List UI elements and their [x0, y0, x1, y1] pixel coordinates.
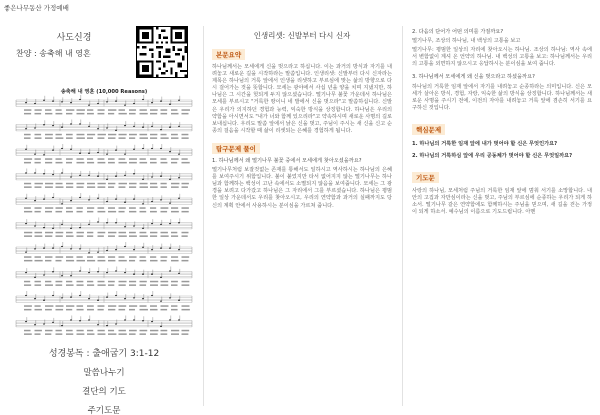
question-3: 3. 하나님께서 모세에게 왜 신을 벗으라고 하셨을까요?	[412, 74, 535, 81]
header-label: 좋은나무동산 가정예배	[4, 4, 69, 12]
summary-heading: 본문요약	[212, 49, 245, 60]
questions-heading: 탐구문제 풀이	[212, 143, 260, 154]
qr-code[interactable]	[136, 26, 188, 78]
answer-3: 하나님의 거룩한 임재 앞에서 자기를 내려놓고 순종하라는 의미입니다. 신은 모세가 살아온 방식, 경험, 자랑, 익숙한 삶의 방식을 상징합니다. 하나님께서는 새로운 사명을 주시기 전에, 이전의 자아를 내려놓고 거룩 앞에 겸손히 서기를 요구하신 것입니다.	[412, 83, 592, 111]
answer-2-terms: 떨기나무, 조상의 하나님, 내 백성의 고통을 보고	[412, 38, 521, 45]
hymn-line: 찬양 : 송축해 내 영혼	[16, 49, 91, 58]
question-2: 2. 다음의 단어가 어떤 의미를 가질까요?	[412, 29, 504, 35]
core-question-1: 1. 하나님의 거룩한 임재 앞에 내가 벗어야 할 신은 무엇인가요?	[412, 140, 558, 147]
middle-column	[212, 26, 392, 408]
qr-code-icon	[137, 27, 187, 77]
right-column	[412, 26, 592, 408]
core-heading: 핵심문제	[412, 124, 445, 135]
order-item-sharing: 말씀나누기	[83, 368, 125, 378]
order-item-lords-prayer: 주기도문	[87, 406, 121, 415]
order-item-prayer: 결단의 기도	[82, 387, 126, 397]
answer-1: 떨기나무처럼 보잘것없는 존재를 통해서도 일하시고 역사하시는 하나님의 은혜를 보여주시기 위함입니다. 불이 붙었지만 타서 없어지지 않는 떨기나무는 하나님과 함께하는 백성이 고난 속에서도 소멸되지 않음을 보여줍니다. 모세는 그 광경을 보려고 다가갔고 하나님은 그 자리에서 그를 부르셨습니다. 하나님은 평범한 일상 가운데서도 우리를 찾아오시고, 우리의 연약함과 과거의 실패까지도 당신의 계획 안에서 사용하시는 분이심을 가르쳐 줍니다.	[212, 167, 392, 209]
prayer-heading: 기도문	[412, 172, 439, 183]
order-of-service	[14, 346, 194, 415]
scripture-reading: 성경봉독 : 출애굽기 3:1-12	[48, 349, 160, 359]
apostles-creed-heading: 사도신경	[56, 33, 92, 43]
sheet-music-title: 송축해 내 영혼 (10,000 Reasons)	[60, 89, 148, 95]
column-divider	[203, 26, 204, 406]
column-divider	[402, 26, 403, 406]
prayer-text: 사랑의 하나님, 모세처럼 주님의 거룩한 임재 앞에 멈춰 서기를 소망합니다. 내 안의 고집과 자만심이라는 신을 벗고, 주님의 부르심에 순종하는 우리가 되게 하소서. 떨기나무 같은 연약함에도 함께하시는 주님을 믿으며, 새 길을 걷는 가정이 되게 하소서. 예수님의 이름으로 기도드립니다. 아멘	[412, 188, 592, 216]
summary-text: 하나님께서는 모세에게 신을 벗으라고 하십니다. 이는 과거의 방식과 자기를 내려놓고 새로운 길을 시작하라는 말씀입니다. 인생리셋: 신발부터 다시 신자라는 제목은 하나님의 거룩 앞에서 인생을 리셋하고 부르심에 맞는 삶의 방향으로 다시 걸어가는 것을 뜻합니다. 모세는 광야에서 사십 년을 양을 치며 지냈지만, 하나님은 그 시간을 헛되게 두지 않으셨습니다. 떨기나무 불꽃 가운데서 하나님은 모세를 부르시고 "거룩한 땅이니 네 발에서 신을 벗으라"고 말씀하십니다. 신발은 우리가 의지하던 경험과 능력, 익숙한 방식을 상징합니다. 하나님은 우리의 약함을 아시면서도 "내가 너와 함께 있으리라"고 약속하시며 새로운 사명의 길로 보내십니다. 우리도 말씀 앞에서 낡은 신을 벗고, 주님이 주시는 새 신을 신고 순종의 걸음을 시작할 때 삶이 리셋되는 은혜를 경험하게 됩니다.	[212, 64, 392, 134]
answer-2: 떨기나무: 평범한 일상의 자리에 찾아오시는 하나님. 조상의 하나님: 역사 속에서 변함없이 계셔 온 언약의 하나님. 내 백성의 고통을 보고: 하나님께서는 우리의 고통을 외면하지 않으시고 응답하시는 분이심을 보여 줍니다.	[412, 47, 592, 68]
sermon-title: 인생리셋: 신발부터 다시 신자	[253, 31, 351, 40]
question-1: 1. 하나님께서 왜 떨기나무 불꽃 중에서 모세에게 찾아오셨을까요?	[212, 157, 362, 164]
core-question-2: 2. 하나님의 거룩하심 앞에 우리 공동체가 벗어야 할 신은 무엇일까요?	[412, 153, 573, 160]
sheet-music	[14, 84, 194, 346]
sheet-music-image	[14, 84, 194, 346]
left-column	[14, 26, 194, 415]
